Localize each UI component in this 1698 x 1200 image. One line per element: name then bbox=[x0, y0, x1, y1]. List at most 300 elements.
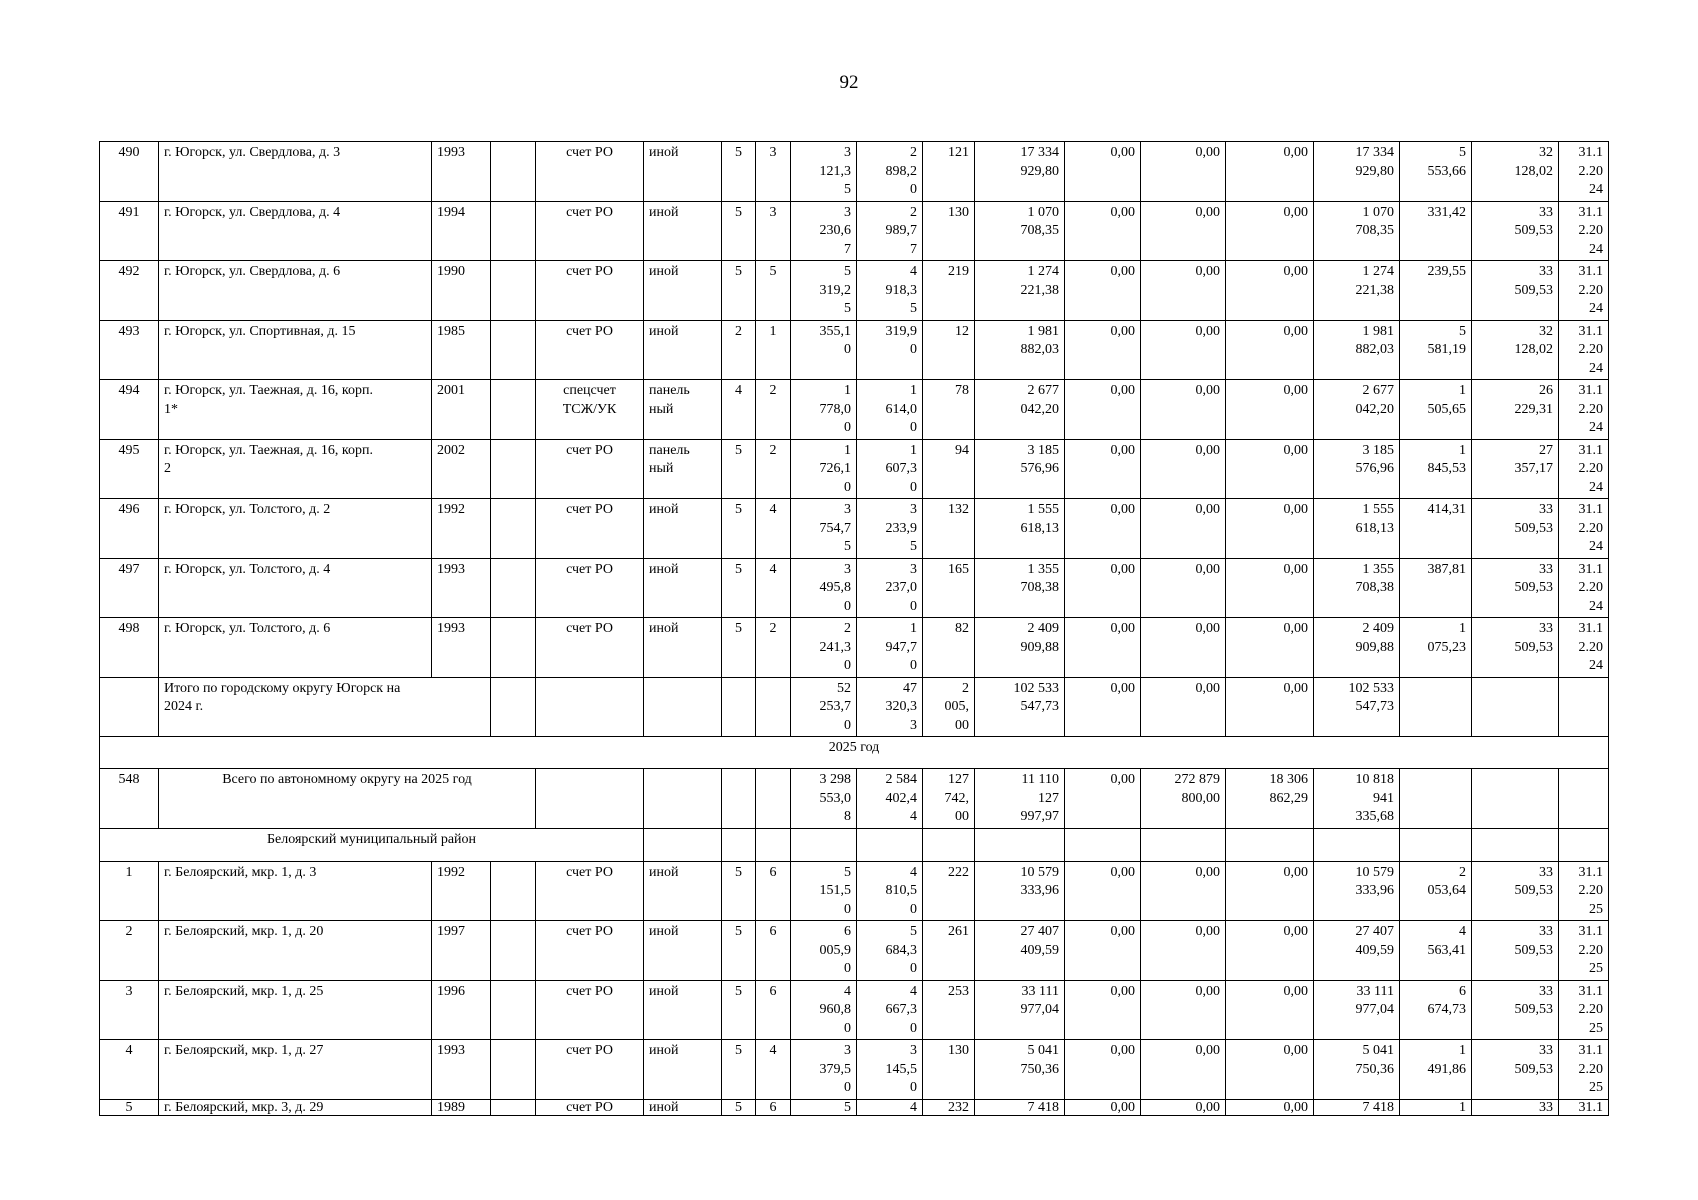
living-area-cell: 2 584 402,4 4 bbox=[857, 769, 923, 829]
limit-cost-cell: 33 509,53 bbox=[1472, 499, 1559, 559]
empty-cell-cell bbox=[491, 380, 536, 440]
total-cost-cell: 1 981 882,03 bbox=[975, 320, 1065, 380]
empty-cell-cell bbox=[491, 980, 536, 1040]
empty-cell bbox=[644, 828, 722, 861]
owners-funds-cell: 33 111 977,04 bbox=[1314, 980, 1400, 1040]
owners-funds-cell: 7 418 bbox=[1314, 1099, 1400, 1115]
table-row bbox=[100, 499, 1609, 559]
build-year-cell: 1985 bbox=[432, 320, 491, 380]
federal-funds-cell: 0,00 bbox=[1065, 499, 1141, 559]
limit-cost-cell: 33 509,53 bbox=[1472, 980, 1559, 1040]
unit-cost-cell: 6 674,73 bbox=[1400, 980, 1472, 1040]
total-area-cell: 5 151,5 0 bbox=[791, 861, 857, 921]
empty-cell bbox=[536, 769, 644, 829]
fund-type-cell: счет РО bbox=[536, 1040, 644, 1100]
living-area-cell: 3 233,9 5 bbox=[857, 499, 923, 559]
floors-cell: 5 bbox=[722, 1040, 756, 1100]
federal-funds-cell: 0,00 bbox=[1065, 1099, 1141, 1115]
owners-funds-cell: 1 555 618,13 bbox=[1314, 499, 1400, 559]
unit-cost-cell: 239,55 bbox=[1400, 261, 1472, 321]
build-year-cell: 2001 bbox=[432, 380, 491, 440]
empty-cell bbox=[1314, 828, 1400, 861]
build-year-cell: 1992 bbox=[432, 499, 491, 559]
wall-material-cell: иной bbox=[644, 558, 722, 618]
deadline-cell: 31.1 2.20 25 bbox=[1559, 980, 1609, 1040]
entrances-cell: 4 bbox=[756, 499, 791, 559]
entrances-cell: 6 bbox=[756, 1099, 791, 1115]
build-year-cell: 1990 bbox=[432, 261, 491, 321]
owners-funds-cell: 10 818 941 335,68 bbox=[1314, 769, 1400, 829]
limit-cost-cell: 33 509,53 bbox=[1472, 921, 1559, 981]
unit-cost-cell: 1 075,23 bbox=[1400, 618, 1472, 678]
federal-funds-cell: 0,00 bbox=[1065, 201, 1141, 261]
wall-material-cell: иной bbox=[644, 861, 722, 921]
floors-cell: 4 bbox=[722, 380, 756, 440]
total-cost-cell: 1 070 708,35 bbox=[975, 201, 1065, 261]
total-cost-cell: 11 110 127 997,97 bbox=[975, 769, 1065, 829]
address-cell: г. Югорск, ул. Толстого, д. 2 bbox=[159, 499, 432, 559]
owners-funds-cell: 1 274 221,38 bbox=[1314, 261, 1400, 321]
build-year-cell: 1994 bbox=[432, 201, 491, 261]
district-label-cell: Белоярский муниципальный район bbox=[100, 828, 644, 861]
total-cost-cell: 5 041 750,36 bbox=[975, 1040, 1065, 1100]
fund-type-cell: счет РО bbox=[536, 921, 644, 981]
regional-funds-cell: 0,00 bbox=[1141, 1040, 1226, 1100]
empty-cell bbox=[1226, 828, 1314, 861]
address-cell: г. Югорск, ул. Толстого, д. 4 bbox=[159, 558, 432, 618]
regional-funds-cell: 0,00 bbox=[1141, 1099, 1226, 1115]
wall-material-cell: иной bbox=[644, 1099, 722, 1115]
empty-cell bbox=[756, 828, 791, 861]
floors-cell: 5 bbox=[722, 861, 756, 921]
entrances-cell: 3 bbox=[756, 201, 791, 261]
housing-registry-table bbox=[99, 141, 1609, 1116]
federal-funds-cell: 0,00 bbox=[1065, 769, 1141, 829]
fund-type-cell: счет РО bbox=[536, 980, 644, 1040]
table-row bbox=[100, 618, 1609, 678]
empty-cell bbox=[975, 828, 1065, 861]
wall-material-cell: иной bbox=[644, 1040, 722, 1100]
fund-type-cell: счет РО bbox=[536, 201, 644, 261]
residents-cell: 2 005, 00 bbox=[923, 677, 975, 737]
yugorsk-total-row bbox=[100, 677, 1609, 737]
owners-funds-cell: 5 041 750,36 bbox=[1314, 1040, 1400, 1100]
entrances-cell: 6 bbox=[756, 980, 791, 1040]
fund-type-cell: счет РО bbox=[536, 558, 644, 618]
table-row bbox=[100, 1099, 1609, 1115]
empty-cell-cell bbox=[491, 439, 536, 499]
address-cell: г. Югорск, ул. Толстого, д. 6 bbox=[159, 618, 432, 678]
municipal-funds-cell: 0,00 bbox=[1226, 439, 1314, 499]
deadline-cell: 31.1 2.20 25 bbox=[1559, 861, 1609, 921]
empty-cell-cell bbox=[491, 201, 536, 261]
row-number-cell: 496 bbox=[100, 499, 159, 559]
limit-cost-cell: 33 509,53 bbox=[1472, 618, 1559, 678]
entrances-cell: 2 bbox=[756, 439, 791, 499]
regional-funds-cell: 0,00 bbox=[1141, 142, 1226, 202]
row-number-cell: 494 bbox=[100, 380, 159, 440]
address-cell: г. Югорск, ул. Спортивная, д. 15 bbox=[159, 320, 432, 380]
federal-funds-cell: 0,00 bbox=[1065, 1040, 1141, 1100]
limit-cost-cell: 26 229,31 bbox=[1472, 380, 1559, 440]
address-cell: г. Белоярский, мкр. 3, д. 29 bbox=[159, 1099, 432, 1115]
empty-cell-cell bbox=[491, 1040, 536, 1100]
floors-cell: 5 bbox=[722, 618, 756, 678]
table-row bbox=[100, 439, 1609, 499]
federal-funds-cell: 0,00 bbox=[1065, 677, 1141, 737]
unit-cost-cell: 4 563,41 bbox=[1400, 921, 1472, 981]
regional-funds-cell: 0,00 bbox=[1141, 439, 1226, 499]
federal-funds-cell: 0,00 bbox=[1065, 380, 1141, 440]
living-area-cell: 3 237,0 0 bbox=[857, 558, 923, 618]
fund-type-cell: счет РО bbox=[536, 142, 644, 202]
address-cell: г. Югорск, ул. Таежная, д. 16, корп. 1* bbox=[159, 380, 432, 440]
municipal-funds-cell: 0,00 bbox=[1226, 677, 1314, 737]
floors-cell: 5 bbox=[722, 439, 756, 499]
living-area-cell: 3 145,5 0 bbox=[857, 1040, 923, 1100]
year-header-cell: 2025 год bbox=[100, 737, 1609, 769]
municipal-funds-cell: 0,00 bbox=[1226, 142, 1314, 202]
total-cost-cell: 33 111 977,04 bbox=[975, 980, 1065, 1040]
empty-cell-cell bbox=[491, 261, 536, 321]
deadline-cell: 31.1 2.20 24 bbox=[1559, 320, 1609, 380]
regional-funds-cell: 272 879 800,00 bbox=[1141, 769, 1226, 829]
empty-cell bbox=[857, 828, 923, 861]
entrances-cell: 1 bbox=[756, 320, 791, 380]
floors-cell: 5 bbox=[722, 261, 756, 321]
residents-cell: 127 742, 00 bbox=[923, 769, 975, 829]
deadline-cell: 31.1 2.20 25 bbox=[1559, 1040, 1609, 1100]
page-number: 92 bbox=[839, 72, 859, 93]
residents-cell: 12 bbox=[923, 320, 975, 380]
regional-funds-cell: 0,00 bbox=[1141, 380, 1226, 440]
total-area-cell: 3 495,8 0 bbox=[791, 558, 857, 618]
wall-material-cell: иной bbox=[644, 201, 722, 261]
total-area-cell: 1 778,0 0 bbox=[791, 380, 857, 440]
empty-cell bbox=[536, 677, 644, 737]
floors-cell: 5 bbox=[722, 1099, 756, 1115]
municipal-funds-cell: 0,00 bbox=[1226, 861, 1314, 921]
total-cost-cell: 102 533 547,73 bbox=[975, 677, 1065, 737]
residents-cell: 165 bbox=[923, 558, 975, 618]
total-cost-cell: 1 274 221,38 bbox=[975, 261, 1065, 321]
residents-cell: 78 bbox=[923, 380, 975, 440]
owners-funds-cell: 10 579 333,96 bbox=[1314, 861, 1400, 921]
wall-material-cell: иной bbox=[644, 618, 722, 678]
address-cell: г. Белоярский, мкр. 1, д. 25 bbox=[159, 980, 432, 1040]
total-cost-cell: 10 579 333,96 bbox=[975, 861, 1065, 921]
regional-funds-cell: 0,00 bbox=[1141, 861, 1226, 921]
empty-cell bbox=[491, 677, 536, 737]
total-area-cell: 52 253,7 0 bbox=[791, 677, 857, 737]
unit-cost-cell: 1 bbox=[1400, 1099, 1472, 1115]
residents-cell: 82 bbox=[923, 618, 975, 678]
fund-type-cell: счет РО bbox=[536, 861, 644, 921]
owners-funds-cell: 2 409 909,88 bbox=[1314, 618, 1400, 678]
limit-cost-cell: 32 128,02 bbox=[1472, 320, 1559, 380]
total-area-cell: 1 726,1 0 bbox=[791, 439, 857, 499]
owners-funds-cell: 102 533 547,73 bbox=[1314, 677, 1400, 737]
empty-cell bbox=[1065, 828, 1141, 861]
row-number-cell: 497 bbox=[100, 558, 159, 618]
empty-cell bbox=[1559, 769, 1609, 829]
row-number-cell: 3 bbox=[100, 980, 159, 1040]
municipal-funds-cell: 0,00 bbox=[1226, 499, 1314, 559]
address-cell: г. Белоярский, мкр. 1, д. 27 bbox=[159, 1040, 432, 1100]
unit-cost-cell: 2 053,64 bbox=[1400, 861, 1472, 921]
table-row bbox=[100, 320, 1609, 380]
row-number-cell: 5 bbox=[100, 1099, 159, 1115]
fund-type-cell: счет РО bbox=[536, 1099, 644, 1115]
regional-funds-cell: 0,00 bbox=[1141, 201, 1226, 261]
deadline-cell: 31.1 2.20 24 bbox=[1559, 380, 1609, 440]
district-header-row bbox=[100, 828, 1609, 861]
federal-funds-cell: 0,00 bbox=[1065, 618, 1141, 678]
total-cost-cell: 1 355 708,38 bbox=[975, 558, 1065, 618]
municipal-funds-cell: 18 306 862,29 bbox=[1226, 769, 1314, 829]
living-area-cell: 1 947,7 0 bbox=[857, 618, 923, 678]
residents-cell: 94 bbox=[923, 439, 975, 499]
limit-cost-cell: 32 128,02 bbox=[1472, 142, 1559, 202]
federal-funds-cell: 0,00 bbox=[1065, 439, 1141, 499]
entrances-cell: 6 bbox=[756, 921, 791, 981]
municipal-funds-cell: 0,00 bbox=[1226, 380, 1314, 440]
total-cost-cell: 2 409 909,88 bbox=[975, 618, 1065, 678]
table-row bbox=[100, 380, 1609, 440]
fund-type-cell: счет РО bbox=[536, 320, 644, 380]
deadline-cell: 31.1 2.20 24 bbox=[1559, 618, 1609, 678]
living-area-cell: 2 898,2 0 bbox=[857, 142, 923, 202]
build-year-cell: 1996 bbox=[432, 980, 491, 1040]
empty-cell-cell bbox=[491, 861, 536, 921]
deadline-cell: 31.1 2.20 25 bbox=[1559, 921, 1609, 981]
entrances-cell: 6 bbox=[756, 861, 791, 921]
owners-funds-cell: 27 407 409,59 bbox=[1314, 921, 1400, 981]
floors-cell: 5 bbox=[722, 142, 756, 202]
fund-type-cell: счет РО bbox=[536, 618, 644, 678]
federal-funds-cell: 0,00 bbox=[1065, 980, 1141, 1040]
residents-cell: 132 bbox=[923, 499, 975, 559]
empty-cell bbox=[1559, 677, 1609, 737]
living-area-cell: 1 607,3 0 bbox=[857, 439, 923, 499]
empty-cell bbox=[722, 769, 756, 829]
living-area-cell: 2 989,7 7 bbox=[857, 201, 923, 261]
regional-funds-cell: 0,00 bbox=[1141, 558, 1226, 618]
total-area-cell: 3 298 553,0 8 bbox=[791, 769, 857, 829]
unit-cost-cell: 387,81 bbox=[1400, 558, 1472, 618]
empty-cell bbox=[1400, 677, 1472, 737]
empty-cell bbox=[923, 828, 975, 861]
empty-cell bbox=[791, 828, 857, 861]
living-area-cell: 4 bbox=[857, 1099, 923, 1115]
empty-cell bbox=[1400, 828, 1472, 861]
deadline-cell: 31.1 2.20 24 bbox=[1559, 558, 1609, 618]
address-cell: г. Югорск, ул. Свердлова, д. 6 bbox=[159, 261, 432, 321]
entrances-cell: 4 bbox=[756, 558, 791, 618]
empty-cell bbox=[644, 677, 722, 737]
floors-cell: 5 bbox=[722, 201, 756, 261]
empty-cell bbox=[722, 677, 756, 737]
wall-material-cell: иной bbox=[644, 261, 722, 321]
deadline-cell: 31.1 2.20 24 bbox=[1559, 201, 1609, 261]
unit-cost-cell: 1 845,53 bbox=[1400, 439, 1472, 499]
unit-cost-cell: 1 491,86 bbox=[1400, 1040, 1472, 1100]
regional-funds-cell: 0,00 bbox=[1141, 921, 1226, 981]
floors-cell: 2 bbox=[722, 320, 756, 380]
living-area-cell: 47 320,3 3 bbox=[857, 677, 923, 737]
total-cost-cell: 2 677 042,20 bbox=[975, 380, 1065, 440]
total-area-cell: 3 121,3 5 bbox=[791, 142, 857, 202]
limit-cost-cell: 33 509,53 bbox=[1472, 861, 1559, 921]
row-number-cell: 4 bbox=[100, 1040, 159, 1100]
total-area-cell: 5 bbox=[791, 1099, 857, 1115]
floors-cell: 5 bbox=[722, 499, 756, 559]
row-number-cell: 498 bbox=[100, 618, 159, 678]
owners-funds-cell: 2 677 042,20 bbox=[1314, 380, 1400, 440]
living-area-cell: 4 918,3 5 bbox=[857, 261, 923, 321]
municipal-funds-cell: 0,00 bbox=[1226, 558, 1314, 618]
regional-funds-cell: 0,00 bbox=[1141, 677, 1226, 737]
total-area-cell: 3 379,5 0 bbox=[791, 1040, 857, 1100]
owners-funds-cell: 1 981 882,03 bbox=[1314, 320, 1400, 380]
build-year-cell: 2002 bbox=[432, 439, 491, 499]
federal-funds-cell: 0,00 bbox=[1065, 261, 1141, 321]
residents-cell: 130 bbox=[923, 201, 975, 261]
residents-cell: 222 bbox=[923, 861, 975, 921]
owners-funds-cell: 3 185 576,96 bbox=[1314, 439, 1400, 499]
deadline-cell: 31.1 2.20 24 bbox=[1559, 261, 1609, 321]
floors-cell: 5 bbox=[722, 558, 756, 618]
entrances-cell: 5 bbox=[756, 261, 791, 321]
deadline-cell: 31.1 2.20 24 bbox=[1559, 439, 1609, 499]
empty-cell-cell bbox=[491, 1099, 536, 1115]
row-number-cell: 548 bbox=[100, 769, 159, 829]
federal-funds-cell: 0,00 bbox=[1065, 861, 1141, 921]
empty-cell-cell bbox=[491, 499, 536, 559]
municipal-funds-cell: 0,00 bbox=[1226, 1040, 1314, 1100]
regional-funds-cell: 0,00 bbox=[1141, 980, 1226, 1040]
federal-funds-cell: 0,00 bbox=[1065, 142, 1141, 202]
okrug-total-row bbox=[100, 769, 1609, 829]
empty-cell bbox=[756, 677, 791, 737]
address-cell: г. Белоярский, мкр. 1, д. 3 bbox=[159, 861, 432, 921]
build-year-cell: 1992 bbox=[432, 861, 491, 921]
residents-cell: 130 bbox=[923, 1040, 975, 1100]
living-area-cell: 319,9 0 bbox=[857, 320, 923, 380]
empty-cell-cell bbox=[491, 320, 536, 380]
build-year-cell: 1993 bbox=[432, 558, 491, 618]
wall-material-cell: иной bbox=[644, 320, 722, 380]
table-row bbox=[100, 558, 1609, 618]
unit-cost-cell: 1 505,65 bbox=[1400, 380, 1472, 440]
empty-cell bbox=[1400, 769, 1472, 829]
total-cost-cell: 1 555 618,13 bbox=[975, 499, 1065, 559]
address-cell: г. Югорск, ул. Таежная, д. 16, корп. 2 bbox=[159, 439, 432, 499]
entrances-cell: 4 bbox=[756, 1040, 791, 1100]
year-header-row bbox=[100, 737, 1609, 769]
empty-cell bbox=[644, 769, 722, 829]
deadline-cell: 31.1 2.20 24 bbox=[1559, 142, 1609, 202]
row-number-cell: 492 bbox=[100, 261, 159, 321]
empty-cell bbox=[1472, 828, 1559, 861]
row-number-cell: 1 bbox=[100, 861, 159, 921]
row-number-cell: 490 bbox=[100, 142, 159, 202]
empty-cell-cell bbox=[491, 558, 536, 618]
row-number-cell: 493 bbox=[100, 320, 159, 380]
municipal-funds-cell: 0,00 bbox=[1226, 261, 1314, 321]
build-year-cell: 1993 bbox=[432, 618, 491, 678]
total-cost-cell: 17 334 929,80 bbox=[975, 142, 1065, 202]
regional-funds-cell: 0,00 bbox=[1141, 499, 1226, 559]
unit-cost-cell: 5 581,19 bbox=[1400, 320, 1472, 380]
fund-type-cell: счет РО bbox=[536, 499, 644, 559]
address-cell: г. Югорск, ул. Свердлова, д. 3 bbox=[159, 142, 432, 202]
living-area-cell: 5 684,3 0 bbox=[857, 921, 923, 981]
table-row bbox=[100, 861, 1609, 921]
regional-funds-cell: 0,00 bbox=[1141, 320, 1226, 380]
municipal-funds-cell: 0,00 bbox=[1226, 320, 1314, 380]
fund-type-cell: счет РО bbox=[536, 439, 644, 499]
table-row bbox=[100, 980, 1609, 1040]
build-year-cell: 1993 bbox=[432, 142, 491, 202]
table-row bbox=[100, 261, 1609, 321]
limit-cost-cell: 33 509,53 bbox=[1472, 261, 1559, 321]
total-area-cell: 3 754,7 5 bbox=[791, 499, 857, 559]
deadline-cell: 31.1 2.20 24 bbox=[1559, 499, 1609, 559]
limit-cost-cell: 33 bbox=[1472, 1099, 1559, 1115]
total-area-cell: 6 005,9 0 bbox=[791, 921, 857, 981]
empty-cell bbox=[722, 828, 756, 861]
living-area-cell: 4 667,3 0 bbox=[857, 980, 923, 1040]
address-cell: г. Югорск, ул. Свердлова, д. 4 bbox=[159, 201, 432, 261]
living-area-cell: 1 614,0 0 bbox=[857, 380, 923, 440]
owners-funds-cell: 1 070 708,35 bbox=[1314, 201, 1400, 261]
unit-cost-cell: 331,42 bbox=[1400, 201, 1472, 261]
residents-cell: 219 bbox=[923, 261, 975, 321]
wall-material-cell: панель ный bbox=[644, 439, 722, 499]
owners-funds-cell: 17 334 929,80 bbox=[1314, 142, 1400, 202]
limit-cost-cell: 33 509,53 bbox=[1472, 558, 1559, 618]
total-label-cell: Всего по автономному округу на 2025 год bbox=[159, 769, 536, 829]
empty-cell bbox=[100, 677, 159, 737]
municipal-funds-cell: 0,00 bbox=[1226, 1099, 1314, 1115]
residents-cell: 261 bbox=[923, 921, 975, 981]
entrances-cell: 3 bbox=[756, 142, 791, 202]
table-row bbox=[100, 201, 1609, 261]
total-area-cell: 5 319,2 5 bbox=[791, 261, 857, 321]
floors-cell: 5 bbox=[722, 980, 756, 1040]
municipal-funds-cell: 0,00 bbox=[1226, 921, 1314, 981]
wall-material-cell: иной bbox=[644, 921, 722, 981]
empty-cell bbox=[1472, 769, 1559, 829]
deadline-cell: 31.1 bbox=[1559, 1099, 1609, 1115]
entrances-cell: 2 bbox=[756, 618, 791, 678]
address-cell: г. Белоярский, мкр. 1, д. 20 bbox=[159, 921, 432, 981]
build-year-cell: 1993 bbox=[432, 1040, 491, 1100]
empty-cell-cell bbox=[491, 618, 536, 678]
residents-cell: 232 bbox=[923, 1099, 975, 1115]
build-year-cell: 1997 bbox=[432, 921, 491, 981]
total-area-cell: 4 960,8 0 bbox=[791, 980, 857, 1040]
regional-funds-cell: 0,00 bbox=[1141, 618, 1226, 678]
municipal-funds-cell: 0,00 bbox=[1226, 618, 1314, 678]
total-area-cell: 355,1 0 bbox=[791, 320, 857, 380]
residents-cell: 121 bbox=[923, 142, 975, 202]
wall-material-cell: иной bbox=[644, 499, 722, 559]
row-number-cell: 2 bbox=[100, 921, 159, 981]
floors-cell: 5 bbox=[722, 921, 756, 981]
build-year-cell: 1989 bbox=[432, 1099, 491, 1115]
